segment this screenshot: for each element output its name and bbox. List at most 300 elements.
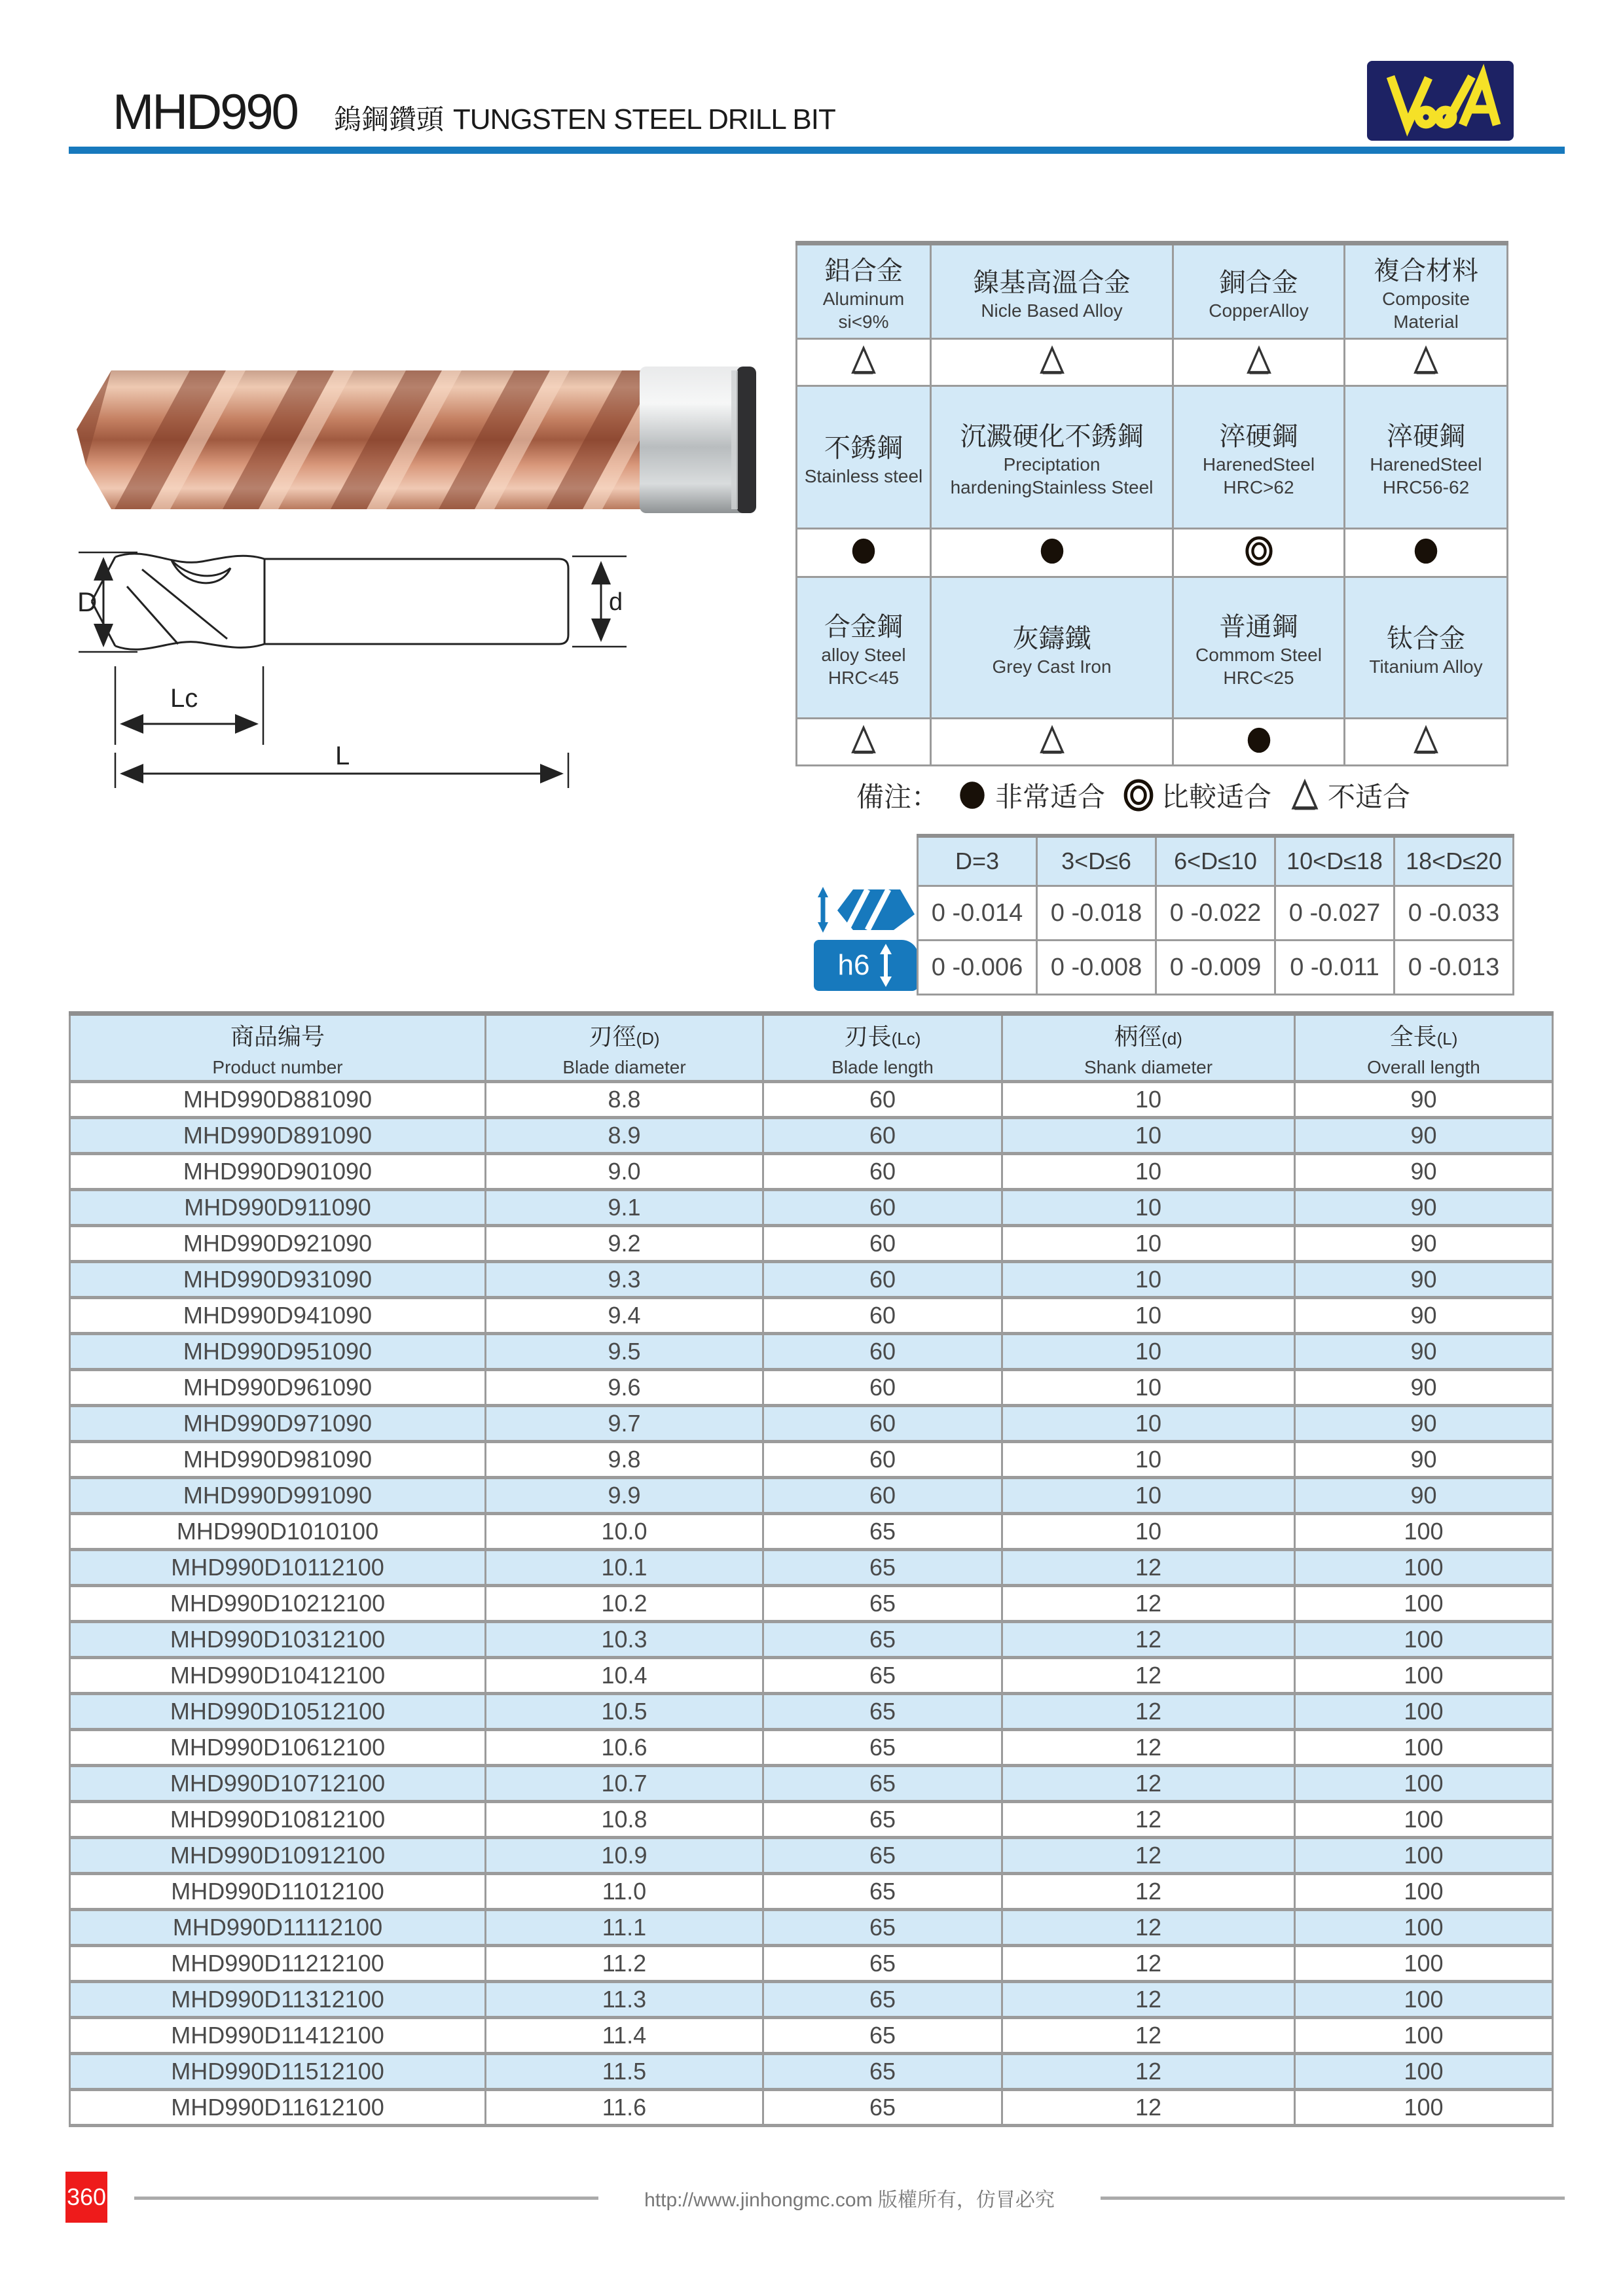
product-value-cell: 11.5 xyxy=(486,2054,763,2090)
product-value-cell: 10.5 xyxy=(486,1694,763,1730)
product-number-cell: MHD990D10612100 xyxy=(70,1730,486,1766)
page-number-badge xyxy=(65,2172,107,2223)
material-name-zh: 合金鋼 xyxy=(824,613,903,641)
product-row xyxy=(70,1874,1553,1910)
product-row xyxy=(70,1766,1553,1802)
dim-label-d: d xyxy=(609,588,623,616)
tolerance-table xyxy=(917,834,1514,996)
product-value-cell: 90 xyxy=(1295,1226,1553,1262)
brand-logo xyxy=(1367,61,1514,141)
tolerance-column-header: D=3 xyxy=(918,836,1037,886)
product-value-cell: 10.7 xyxy=(486,1766,763,1802)
product-value-cell: 10 xyxy=(1002,1370,1295,1406)
material-cell-lines xyxy=(797,425,930,490)
product-number-cell: MHD990D10712100 xyxy=(70,1766,486,1802)
product-value-cell: 12 xyxy=(1002,1550,1295,1586)
product-value-cell: 100 xyxy=(1295,1874,1553,1910)
product-number-cell: MHD990D11312100 xyxy=(70,1982,486,2018)
product-number-cell: MHD990D1010100 xyxy=(70,1514,486,1550)
material-name-en: Grey Cast Iron xyxy=(992,656,1112,677)
product-value-cell: 12 xyxy=(1002,1730,1295,1766)
product-number-cell: MHD990D10412100 xyxy=(70,1658,486,1694)
material-cell xyxy=(931,386,1173,529)
product-value-cell: 65 xyxy=(763,1586,1002,1622)
product-value-cell: 11.0 xyxy=(486,1874,763,1910)
column-header-en: Blade length xyxy=(831,1056,934,1077)
product-number-cell: MHD990D911090 xyxy=(70,1190,486,1226)
model-title: MHD990 xyxy=(113,84,297,140)
product-number-cell: MHD990D991090 xyxy=(70,1478,486,1514)
suitability-cell xyxy=(1345,529,1508,577)
product-number-cell: MHD990D10812100 xyxy=(70,1802,486,1838)
footer-copyright xyxy=(134,2185,1565,2211)
product-value-cell: 65 xyxy=(763,1766,1002,1802)
legend-item xyxy=(1288,776,1410,815)
suitability-cell xyxy=(931,339,1173,386)
column-header-en: Shank diameter xyxy=(1084,1056,1213,1077)
tolerance-column-header: 18<D≤20 xyxy=(1395,836,1514,886)
column-header-sub: (d) xyxy=(1161,1028,1182,1049)
product-value-cell: 100 xyxy=(1295,1946,1553,1982)
tolerance-value: 0 -0.013 xyxy=(1395,941,1514,995)
material-cell-lines xyxy=(932,413,1172,501)
suitability-cell xyxy=(1345,719,1508,766)
unsuitable-icon xyxy=(848,345,879,376)
product-column-header xyxy=(763,1014,1002,1082)
product-value-cell: 100 xyxy=(1295,2018,1553,2054)
material-cell-lines xyxy=(1174,413,1343,501)
product-value-cell: 60 xyxy=(763,1154,1002,1190)
product-value-cell: 65 xyxy=(763,2054,1002,2090)
product-value-cell: 12 xyxy=(1002,1946,1295,1982)
product-value-cell: 65 xyxy=(763,1910,1002,1946)
tolerance-value: 0 -0.011 xyxy=(1275,941,1395,995)
product-value-cell: 60 xyxy=(763,1226,1002,1262)
product-value-cell: 9.2 xyxy=(486,1226,763,1262)
product-number-cell: MHD990D951090 xyxy=(70,1334,486,1370)
product-value-cell: 10 xyxy=(1002,1478,1295,1514)
material-cell-lines xyxy=(932,615,1172,681)
material-name-zh: 普通鋼 xyxy=(1219,613,1298,641)
product-value-cell: 10.9 xyxy=(486,1838,763,1874)
product-value-cell: 11.2 xyxy=(486,1946,763,1982)
product-row xyxy=(70,1622,1553,1658)
very-suitable-icon xyxy=(1037,535,1067,567)
suitability-cell xyxy=(931,529,1173,577)
tolerance-row xyxy=(918,941,1514,995)
product-value-cell: 100 xyxy=(1295,1910,1553,1946)
product-value-cell: 60 xyxy=(763,1406,1002,1442)
product-value-cell: 12 xyxy=(1002,1982,1295,2018)
product-value-cell: 65 xyxy=(763,2018,1002,2054)
product-number-cell: MHD990D891090 xyxy=(70,1118,486,1154)
product-value-cell: 11.6 xyxy=(486,2090,763,2126)
product-value-cell: 12 xyxy=(1002,1694,1295,1730)
unsuitable-icon xyxy=(1411,345,1441,376)
tolerance-row xyxy=(918,886,1514,941)
product-value-cell: 100 xyxy=(1295,1622,1553,1658)
product-value-cell: 12 xyxy=(1002,1658,1295,1694)
product-value-cell: 100 xyxy=(1295,1658,1553,1694)
column-header-zh: 商品编号 xyxy=(230,1022,325,1050)
tolerance-column-header: 3<D≤6 xyxy=(1037,836,1156,886)
product-value-cell: 11.4 xyxy=(486,2018,763,2054)
product-value-cell: 65 xyxy=(763,1622,1002,1658)
product-row xyxy=(70,1442,1553,1478)
product-row xyxy=(70,1190,1553,1226)
product-value-cell: 8.9 xyxy=(486,1118,763,1154)
material-name-zh: 沉澱硬化不銹鋼 xyxy=(960,422,1144,451)
product-value-cell: 12 xyxy=(1002,1622,1295,1658)
product-value-cell: 9.7 xyxy=(486,1406,763,1442)
blade-diameter-tolerance-icon xyxy=(814,884,919,935)
product-row xyxy=(70,1082,1553,1118)
material-cell-lines xyxy=(932,259,1172,325)
tolerance-column-header: 6<D≤10 xyxy=(1156,836,1275,886)
material-table-row xyxy=(797,577,1508,719)
product-row xyxy=(70,1730,1553,1766)
page-header xyxy=(113,84,835,141)
material-name-en: Commom Steel xyxy=(1195,645,1322,665)
material-name-zh: 淬硬鋼 xyxy=(1387,422,1465,451)
product-value-cell: 90 xyxy=(1295,1262,1553,1298)
material-table-row xyxy=(797,529,1508,577)
product-value-cell: 10 xyxy=(1002,1442,1295,1478)
product-value-cell: 65 xyxy=(763,1658,1002,1694)
material-name-en: Nicle Based Alloy xyxy=(981,300,1123,321)
product-value-cell: 9.9 xyxy=(486,1478,763,1514)
product-row xyxy=(70,1586,1553,1622)
product-row xyxy=(70,1946,1553,1982)
column-header-en: Overall length xyxy=(1367,1056,1480,1077)
product-row xyxy=(70,1910,1553,1946)
suitability-cell xyxy=(797,529,931,577)
product-value-cell: 10 xyxy=(1002,1190,1295,1226)
material-cell xyxy=(931,577,1173,719)
product-row xyxy=(70,1118,1553,1154)
product-value-cell: 65 xyxy=(763,1550,1002,1586)
material-cell xyxy=(1345,243,1508,339)
legend-label: 非常适合 xyxy=(995,781,1106,812)
product-number-cell: MHD990D941090 xyxy=(70,1298,486,1334)
suitability-cell xyxy=(1173,719,1345,766)
unsuitable-icon xyxy=(1244,345,1274,376)
material-name-en: CopperAlloy xyxy=(1209,300,1309,321)
material-name-zh: 鎳基高溫合金 xyxy=(973,268,1131,297)
legend-label: 不适合 xyxy=(1328,781,1411,812)
product-value-cell: 65 xyxy=(763,1838,1002,1874)
very-suitable-icon xyxy=(1411,535,1441,567)
material-name-en: HRC<25 xyxy=(1223,668,1294,688)
product-value-cell: 60 xyxy=(763,1190,1002,1226)
tolerance-value: 0 -0.022 xyxy=(1156,886,1275,941)
material-cell-lines xyxy=(1174,603,1343,692)
tolerance-header-row xyxy=(918,836,1514,886)
product-row xyxy=(70,1514,1553,1550)
product-value-cell: 90 xyxy=(1295,1478,1553,1514)
product-value-cell: 65 xyxy=(763,1730,1002,1766)
material-table-row xyxy=(797,386,1508,529)
dim-label-D: D xyxy=(77,586,98,617)
legend-item xyxy=(1122,776,1271,815)
material-suitability-table xyxy=(795,241,1508,766)
material-name-en: Titanium Alloy xyxy=(1369,656,1483,677)
product-value-cell: 12 xyxy=(1002,1766,1295,1802)
material-cell xyxy=(1173,577,1345,719)
column-header-zh: 刃徑(D) xyxy=(589,1022,660,1050)
product-number-cell: MHD990D971090 xyxy=(70,1406,486,1442)
product-row xyxy=(70,1334,1553,1370)
product-number-cell: MHD990D11212100 xyxy=(70,1946,486,1982)
footer-rule-left xyxy=(134,2197,598,2200)
product-value-cell: 60 xyxy=(763,1370,1002,1406)
header-divider xyxy=(69,147,1565,154)
product-value-cell: 10 xyxy=(1002,1118,1295,1154)
product-number-cell: MHD990D11612100 xyxy=(70,2090,486,2126)
tolerance-value: 0 -0.027 xyxy=(1275,886,1395,941)
product-value-cell: 8.8 xyxy=(486,1082,763,1118)
product-column-header xyxy=(70,1014,486,1082)
product-value-cell: 12 xyxy=(1002,1586,1295,1622)
page-number: 360 xyxy=(66,2183,107,2210)
product-value-cell: 10.4 xyxy=(486,1658,763,1694)
suitability-legend xyxy=(856,774,1410,817)
product-table xyxy=(69,1011,1554,2127)
product-value-cell: 10 xyxy=(1002,1298,1295,1334)
product-value-cell: 100 xyxy=(1295,1766,1553,1802)
product-row xyxy=(70,1550,1553,1586)
material-cell xyxy=(931,243,1173,339)
product-value-cell: 9.5 xyxy=(486,1334,763,1370)
product-value-cell: 100 xyxy=(1295,1586,1553,1622)
product-value-cell: 65 xyxy=(763,1982,1002,2018)
product-row xyxy=(70,1802,1553,1838)
unsuitable-icon xyxy=(1288,778,1321,812)
material-name-zh: 複合材料 xyxy=(1374,257,1478,285)
material-cell-lines xyxy=(1345,615,1506,681)
material-cell xyxy=(1345,577,1508,719)
product-value-cell: 12 xyxy=(1002,2054,1295,2090)
product-value-cell: 90 xyxy=(1295,1082,1553,1118)
drill-bit-photo xyxy=(75,361,759,517)
product-column-header xyxy=(1002,1014,1295,1082)
product-row xyxy=(70,2018,1553,2054)
product-value-cell: 65 xyxy=(763,1874,1002,1910)
product-value-cell: 100 xyxy=(1295,1514,1553,1550)
material-name-zh: 淬硬鋼 xyxy=(1219,422,1298,451)
product-value-cell: 60 xyxy=(763,1478,1002,1514)
material-table-row xyxy=(797,339,1508,386)
material-cell xyxy=(797,386,931,529)
product-number-cell: MHD990D11412100 xyxy=(70,2018,486,2054)
product-value-cell: 65 xyxy=(763,1802,1002,1838)
product-value-cell: 12 xyxy=(1002,2018,1295,2054)
unsuitable-icon xyxy=(1411,725,1441,756)
product-value-cell: 100 xyxy=(1295,2090,1553,2126)
product-row xyxy=(70,1406,1553,1442)
product-value-cell: 90 xyxy=(1295,1406,1553,1442)
tolerance-value: 0 -0.018 xyxy=(1037,886,1156,941)
product-value-cell: 10 xyxy=(1002,1226,1295,1262)
product-value-cell: 100 xyxy=(1295,1694,1553,1730)
product-value-cell: 100 xyxy=(1295,1730,1553,1766)
material-name-en: HarenedSteel xyxy=(1202,454,1315,475)
product-number-cell: MHD990D921090 xyxy=(70,1226,486,1262)
suitability-cell xyxy=(1173,529,1345,577)
product-row xyxy=(70,1154,1553,1190)
material-table-row xyxy=(797,243,1508,339)
product-value-cell: 10.6 xyxy=(486,1730,763,1766)
fairly-suitable-icon xyxy=(1122,778,1155,812)
unsuitable-icon xyxy=(1037,725,1067,756)
product-value-cell: 100 xyxy=(1295,1550,1553,1586)
product-value-cell: 10.3 xyxy=(486,1622,763,1658)
material-cell xyxy=(1345,386,1508,529)
product-value-cell: 65 xyxy=(763,1694,1002,1730)
legend-prefix: 備注： xyxy=(856,781,939,812)
product-number-cell: MHD990D10112100 xyxy=(70,1550,486,1586)
product-value-cell: 60 xyxy=(763,1082,1002,1118)
product-number-cell: MHD990D10912100 xyxy=(70,1838,486,1874)
unsuitable-icon xyxy=(848,725,879,756)
dimension-diagram xyxy=(73,535,663,791)
product-value-cell: 65 xyxy=(763,1946,1002,1982)
product-value-cell: 60 xyxy=(763,1118,1002,1154)
product-row xyxy=(70,1298,1553,1334)
product-value-cell: 9.4 xyxy=(486,1298,763,1334)
product-value-cell: 10 xyxy=(1002,1154,1295,1190)
product-number-cell: MHD990D931090 xyxy=(70,1262,486,1298)
product-value-cell: 10 xyxy=(1002,1082,1295,1118)
unsuitable-icon xyxy=(1037,345,1067,376)
product-value-cell: 90 xyxy=(1295,1334,1553,1370)
product-row xyxy=(70,1694,1553,1730)
material-name-en: HarenedSteel HRC56-62 xyxy=(1370,454,1482,497)
tolerance-value: 0 -0.008 xyxy=(1037,941,1156,995)
product-number-cell: MHD990D11512100 xyxy=(70,2054,486,2090)
suitability-cell xyxy=(1345,339,1508,386)
product-value-cell: 90 xyxy=(1295,1190,1553,1226)
very-suitable-icon xyxy=(956,778,989,812)
tolerance-value: 0 -0.033 xyxy=(1395,886,1514,941)
material-cell xyxy=(797,577,931,719)
dim-label-L: L xyxy=(335,742,350,770)
product-value-cell: 10 xyxy=(1002,1406,1295,1442)
title-chinese: 鎢鋼鑽頭 xyxy=(333,104,444,135)
product-value-cell: 100 xyxy=(1295,1838,1553,1874)
product-row xyxy=(70,1838,1553,1874)
material-cell-lines xyxy=(1174,259,1343,325)
product-value-cell: 10 xyxy=(1002,1262,1295,1298)
product-value-cell: 10 xyxy=(1002,1334,1295,1370)
product-number-cell: MHD990D11112100 xyxy=(70,1910,486,1946)
fairly-suitable-icon xyxy=(1244,535,1274,567)
column-header-zh: 刃長(Lc) xyxy=(844,1022,921,1050)
product-value-cell: 90 xyxy=(1295,1118,1553,1154)
product-value-cell: 10.8 xyxy=(486,1802,763,1838)
product-value-cell: 65 xyxy=(763,2090,1002,2126)
material-name-zh: 灰鑄鐵 xyxy=(1012,624,1091,653)
product-value-cell: 60 xyxy=(763,1442,1002,1478)
product-number-cell: MHD990D881090 xyxy=(70,1082,486,1118)
material-name-en: alloy Steel xyxy=(821,645,906,665)
material-name-zh: 鋁合金 xyxy=(824,257,903,285)
legend-label: 比較适合 xyxy=(1161,781,1272,812)
product-value-cell: 90 xyxy=(1295,1154,1553,1190)
product-value-cell: 12 xyxy=(1002,1910,1295,1946)
column-header-en: Blade diameter xyxy=(562,1056,686,1077)
material-cell-lines xyxy=(1345,247,1506,336)
product-row xyxy=(70,1982,1553,2018)
legend-item xyxy=(956,776,1105,815)
product-number-cell: MHD990D10212100 xyxy=(70,1586,486,1622)
tolerance-value: 0 -0.006 xyxy=(918,941,1037,995)
product-row xyxy=(70,1658,1553,1694)
product-value-cell: 60 xyxy=(763,1298,1002,1334)
material-table-row xyxy=(797,719,1508,766)
material-name-en: HRC>62 xyxy=(1223,477,1294,497)
product-row xyxy=(70,1478,1553,1514)
product-column-header xyxy=(1295,1014,1553,1082)
dim-label-Lc: Lc xyxy=(170,684,198,713)
shank-h6-tolerance-icon xyxy=(814,940,919,991)
product-value-cell: 11.1 xyxy=(486,1910,763,1946)
material-name-en: Aluminum si<9% xyxy=(822,289,905,332)
product-value-cell: 9.0 xyxy=(486,1154,763,1190)
column-header-zh: 全長(L) xyxy=(1389,1022,1458,1050)
product-value-cell: 60 xyxy=(763,1334,1002,1370)
product-value-cell: 10.0 xyxy=(486,1514,763,1550)
material-name-en: HRC<45 xyxy=(828,668,900,688)
material-cell xyxy=(797,243,931,339)
material-name-en: Composite Material xyxy=(1382,289,1470,332)
product-row xyxy=(70,1370,1553,1406)
material-cell-lines xyxy=(797,603,930,692)
product-value-cell: 12 xyxy=(1002,2090,1295,2126)
double-arrow-icon xyxy=(877,944,894,987)
product-value-cell: 90 xyxy=(1295,1298,1553,1334)
very-suitable-icon xyxy=(1244,725,1274,756)
product-value-cell: 9.6 xyxy=(486,1370,763,1406)
product-value-cell: 12 xyxy=(1002,1838,1295,1874)
material-cell-lines xyxy=(1345,413,1506,501)
tolerance-value: 0 -0.009 xyxy=(1156,941,1275,995)
column-header-sub: (Lc) xyxy=(891,1028,921,1049)
product-value-cell: 10.1 xyxy=(486,1550,763,1586)
product-value-cell: 12 xyxy=(1002,1874,1295,1910)
material-name-zh: 不銹鋼 xyxy=(824,433,903,463)
material-cell xyxy=(1173,243,1345,339)
product-value-cell: 10.2 xyxy=(486,1586,763,1622)
material-name-en: Preciptation hardeningStainless Steel xyxy=(950,454,1154,497)
footer-rule-right xyxy=(1101,2197,1565,2200)
product-number-cell: MHD990D10512100 xyxy=(70,1694,486,1730)
very-suitable-icon xyxy=(848,535,879,567)
product-number-cell: MHD990D901090 xyxy=(70,1154,486,1190)
product-value-cell: 100 xyxy=(1295,1982,1553,2018)
product-column-header xyxy=(486,1014,763,1082)
title-english: TUNGSTEN STEEL DRILL BIT xyxy=(452,103,835,135)
product-row xyxy=(70,1226,1553,1262)
suitability-cell xyxy=(797,339,931,386)
material-name-en: Stainless steel xyxy=(804,465,923,486)
h6-label: h6 xyxy=(837,949,870,981)
product-value-cell: 10 xyxy=(1002,1514,1295,1550)
tolerance-column-header: 10<D≤18 xyxy=(1275,836,1395,886)
product-value-cell: 100 xyxy=(1295,2054,1553,2090)
suitability-cell xyxy=(1173,339,1345,386)
suitability-cell xyxy=(797,719,931,766)
